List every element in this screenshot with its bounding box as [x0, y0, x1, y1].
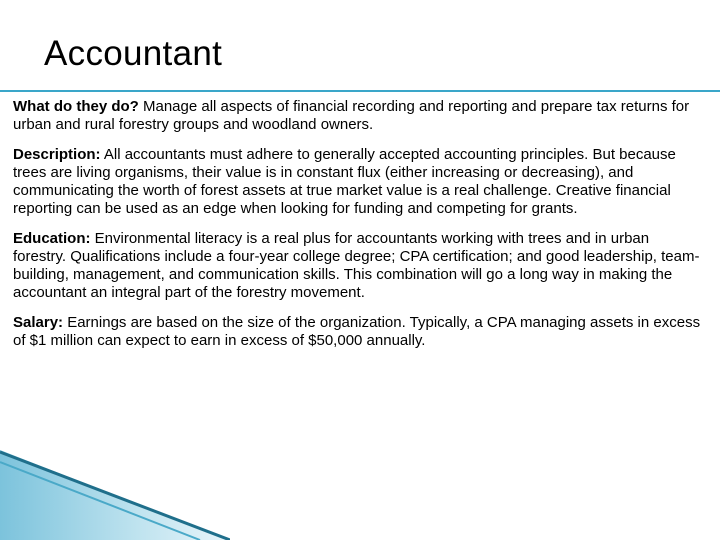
section-text: Manage all aspects of financial recording and reporting and prepare tax returns for urban and rural forestry groups and woodland owners.	[13, 98, 690, 133]
section-label: Education:	[13, 230, 91, 247]
slide-body	[13, 98, 703, 362]
section-description	[13, 146, 703, 218]
title-divider	[0, 90, 720, 92]
section-salary	[13, 314, 703, 350]
section-label: Salary:	[13, 314, 64, 331]
section-label: Description:	[13, 146, 101, 163]
section-text: Environmental literacy is a real plus for accountants working with trees and in urban forestry. Qualifications include a four-year college degree; CPA certification; and good leadership, team-building, management, and communication skills. This combination will go a long way in making the accountant an integral part of the forestry movement.	[13, 230, 700, 301]
section-what-they-do	[13, 98, 703, 134]
section-education	[13, 230, 703, 302]
section-text: Earnings are based on the size of the organization. Typically, a CPA managing assets in excess of $1 million can expect to earn in excess of $50,000 annually.	[13, 314, 701, 349]
corner-decoration	[0, 450, 230, 540]
slide-title: Accountant	[44, 34, 223, 73]
section-label: What do they do?	[13, 98, 139, 115]
section-text: All accountants must adhere to generally accepted accounting principles. But because trees are living organisms, their value is in constant flux (either increasing or decreasing), and communicating the worth of forest assets at true market value is a real challenge. Creative financial reporting can be used as an edge when looking for funding and competing for grants.	[13, 146, 676, 217]
